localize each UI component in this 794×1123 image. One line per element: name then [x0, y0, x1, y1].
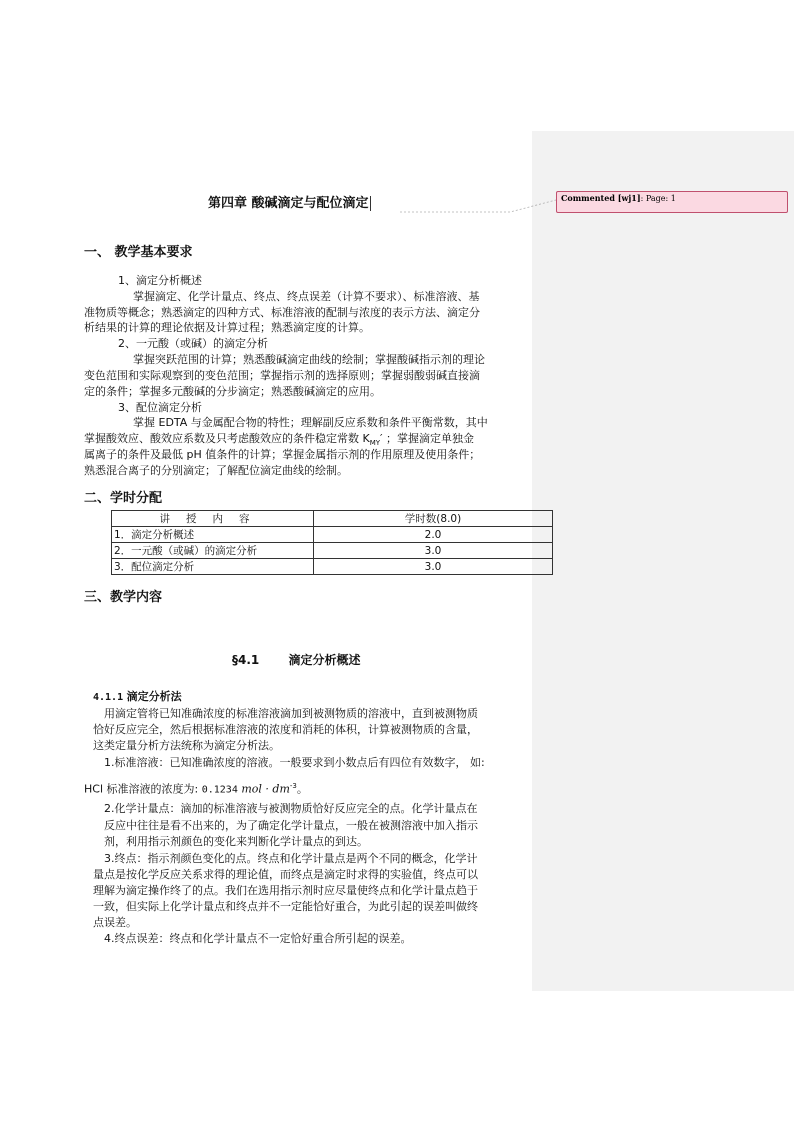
section1-heading: 一、 教学基本要求 [84, 245, 193, 260]
table-row [112, 559, 553, 575]
hours-table [111, 510, 553, 575]
comment-balloon[interactable] [556, 191, 788, 213]
body-line: 2.化学计量点：滴加的标准溶液与被测物质恰好反应完全的点。化学计量点在 [104, 802, 478, 815]
table-header-hours: 学时数(8.0) [314, 511, 553, 527]
req-item-2-title: 2、一元酸（或碱）的滴定分析 [118, 337, 268, 350]
comment-connector [400, 197, 556, 213]
body-line: 反应中往往是看不出来的，为了确定化学计量点，一般在被测溶液中加入指示 [104, 819, 478, 832]
section2-heading: 二、学时分配 [84, 491, 163, 506]
table-row [112, 527, 553, 543]
comment-label: Commented [wj1] [561, 193, 641, 203]
body-line: 一致，但实际上化学计量点和终点并不一定能恰好重合，为此引起的误差叫做终 [93, 900, 478, 913]
body-line: HCl 标准溶液的浓度为: 0.1234 mol · $dm^{-3}$。 [84, 782, 308, 796]
body-line: 这类定量分析方法统称为滴定分析法。 [93, 739, 280, 752]
comment-pane [532, 131, 794, 991]
body-line: 3.终点：指示剂颜色变化的点。终点和化学计量点是两个不同的概念，化学计 [104, 852, 478, 865]
body-line: 4.终点误差：终点和化学计量点不一定恰好重合所引起的误差。 [104, 932, 412, 945]
body-line: 剂，利用指示剂颜色的变化来判断化学计量点的到达。 [104, 835, 368, 848]
body-line: 量点是按化学反应关系求得的理论值，而终点是滴定时求得的实验值，终点可以 [93, 868, 478, 881]
body-line: 用滴定管将已知准确浓度的标准溶液滴加到被测物质的溶液中，直到被测物质 [104, 707, 478, 720]
section-4-1-title: §4.1 滴定分析概述 [232, 653, 361, 667]
req-line: 准物质等概念；熟悉滴定的四种方式、标准溶液的配制与浓度的表示方法、滴定分 [84, 306, 480, 319]
section3-heading: 三、教学内容 [84, 590, 163, 605]
table-cell: 2．一元酸（或碱）的滴定分析 [112, 543, 314, 559]
table-cell: 3.0 [314, 543, 553, 559]
req-line: 掌握滴定、化学计量点、终点、终点误差（计算不要求）、标准溶液、基 [133, 290, 480, 303]
body-line: 恰好反应完全，然后根据标准溶液的浓度和消耗的体积，计算被测物质的含量， [93, 723, 478, 736]
k-prime: ′ [380, 432, 383, 445]
table-header-content: 讲授内容 [112, 511, 314, 527]
req-item-1-title: 1、滴定分析概述 [118, 274, 202, 287]
comment-text: : Page: 1 [640, 194, 676, 203]
table-cell: 3．配位滴定分析 [112, 559, 314, 575]
table-cell: 1．滴定分析概述 [112, 527, 314, 543]
req-line: 定的条件；掌握多元酸碱的分步滴定；熟悉酸碱滴定的应用。 [84, 385, 381, 398]
req-line: 属离子的条件及最低 pH 值条件的计算；掌握金属指示剂的作用原理及使用条件； [84, 448, 481, 461]
req-item-3-title: 3、配位滴定分析 [118, 401, 202, 414]
body-line: 1.标准溶液：已知准确浓度的溶液。一般要求到小数点后有四位有效数字， 如: [104, 756, 485, 769]
body-line: 理解为滴定操作终了的点。我们在选用指示剂时应尽量使终点和化学计量点趋于 [93, 884, 478, 897]
req-line: 掌握酸效应、酸效应系数及只考虑酸效应的条件稳定常数 $K_{MY}'$ ；掌握滴定单独金 [84, 432, 475, 448]
table-header-row [112, 511, 553, 527]
req-line: 掌握 EDTA 与金属配合物的特性；理解副反应系数和条件平衡常数，其中 [133, 416, 488, 429]
k-subscript: MY [369, 439, 381, 448]
subsection-heading: 4.1.1 滴定分析法 [93, 690, 182, 703]
table-cell: 2.0 [314, 527, 553, 543]
req-line: 变色范围和实际观察到的变色范围；掌握指示剂的选择原则；掌握弱酸弱碱直接滴 [84, 369, 480, 382]
body-line: 点误差。 [93, 916, 137, 929]
req-line: 熟悉混合离子的分别滴定；了解配位滴定曲线的绘制。 [84, 464, 348, 477]
chapter-title: 第四章 酸碱滴定与配位滴定 [208, 196, 369, 211]
req-line: 掌握突跃范围的计算；熟悉酸碱滴定曲线的绘制；掌握酸碱指示剂的理论 [133, 353, 485, 366]
req-line: 析结果的计算的理论依据及计算过程；熟悉滴定度的计算。 [84, 321, 370, 334]
table-cell: 3.0 [314, 559, 553, 575]
table-row [112, 543, 553, 559]
